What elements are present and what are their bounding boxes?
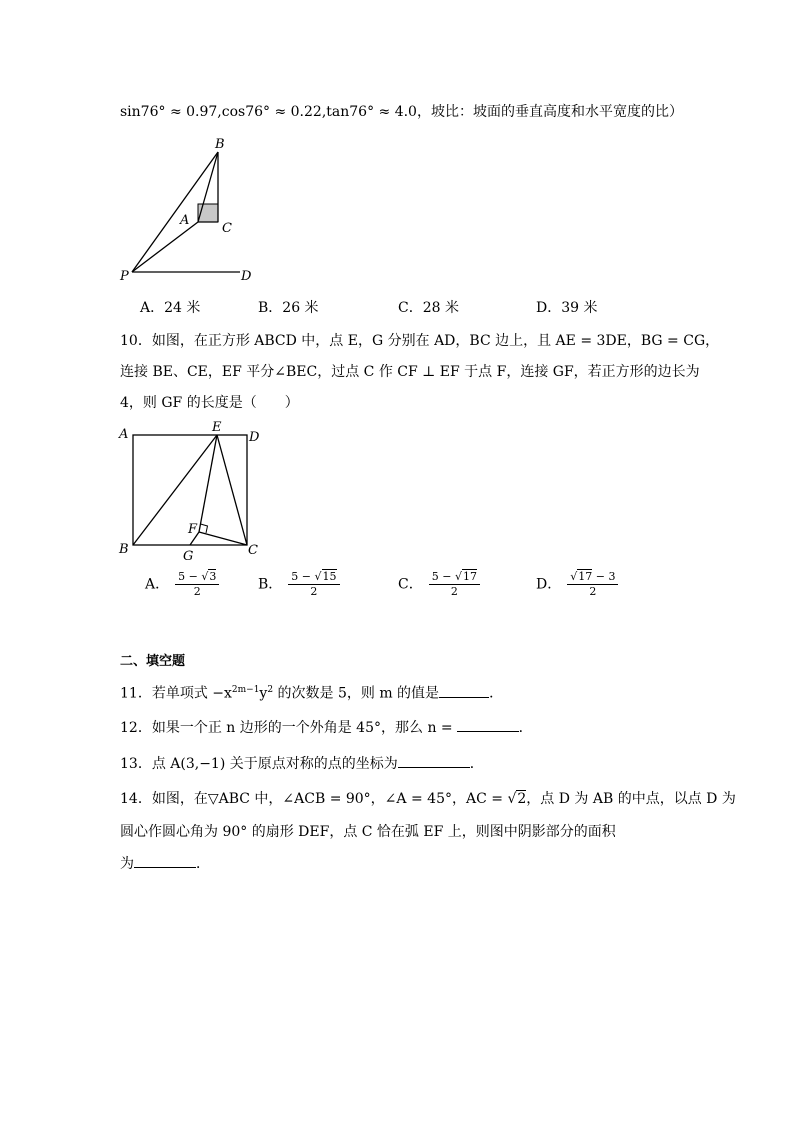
q12-end: ． bbox=[518, 720, 533, 736]
q10-option-a bbox=[145, 570, 219, 599]
q10-segment-EF bbox=[199, 435, 217, 532]
q9-label-B: B bbox=[215, 137, 225, 152]
q10-label-D: D bbox=[249, 430, 260, 445]
q10-option-a-radicand: 3 bbox=[209, 570, 217, 583]
q10-right-angle-mark bbox=[201, 524, 208, 533]
q9-figure bbox=[110, 132, 280, 287]
q13-text: 13．点 A(3,−1) 关于原点对称的点的坐标为 bbox=[120, 756, 398, 772]
q10-option-c-num-a: 5 − bbox=[431, 570, 455, 583]
q10-line-1: 10．如图，在正方形 ABCD 中，点 E，G 分别在 AD，BC 边上，且 AE = 3DE，BG = CG， bbox=[120, 333, 720, 349]
q12-text: 12．如果一个正 n 边形的一个外角是 45°，那么 n = bbox=[120, 720, 453, 736]
q11-exponent-y: 2 bbox=[267, 685, 274, 695]
q10-option-c-label: C． bbox=[398, 576, 423, 593]
q10-option-a-label: A． bbox=[145, 576, 170, 593]
q14-line-1: 14．如图，在▽ABC 中，∠ACB = 90°，∠A = 45°，AC = √2，点 D 为 AB 的中点，以点 D 为 bbox=[120, 791, 736, 807]
section-fill-in-title: 二、填空题 bbox=[120, 654, 186, 669]
q9-option-a: A．24 米 bbox=[140, 300, 201, 316]
q10-label-B: B bbox=[119, 542, 129, 557]
q10-option-c-den: 2 bbox=[450, 585, 458, 598]
q11-end: ． bbox=[489, 685, 504, 702]
q9-segment-PA bbox=[132, 222, 198, 272]
q14-text-a: 14．如图，在▽ABC 中，∠ACB = 90°，∠A = 45°，AC = bbox=[120, 791, 508, 807]
q13-end: ． bbox=[469, 756, 484, 772]
q10-option-d-label: D． bbox=[536, 576, 562, 593]
q9-label-P: P bbox=[120, 269, 129, 284]
q10-option-a-fraction: $\frac{5 - √3}{2}$ bbox=[175, 570, 219, 599]
q14-text-b: ，点 D 为 AB 的中点，以点 D 为 bbox=[526, 791, 736, 807]
q12-line bbox=[120, 717, 533, 738]
q10-label-E: E bbox=[212, 420, 222, 435]
q14-radicand: 2 bbox=[517, 791, 527, 807]
q12-answer-blank[interactable] bbox=[457, 717, 519, 732]
q14-answer-blank[interactable] bbox=[134, 853, 196, 868]
q10-label-F: F bbox=[188, 522, 198, 537]
q9-option-d: D．39 米 bbox=[536, 300, 598, 316]
q10-label-G: G bbox=[183, 549, 194, 564]
q10-label-A: A bbox=[119, 427, 129, 442]
q9-label-C: C bbox=[222, 221, 232, 236]
q10-option-b-fraction: $\frac{5 - √15}{2}$ bbox=[288, 570, 339, 599]
q10-option-d-radicand: 17 bbox=[578, 570, 593, 583]
q10-option-d-num-b: − 3 bbox=[592, 570, 616, 583]
q9-option-b: B．26 米 bbox=[258, 300, 319, 316]
q10-option-b-num-a: 5 − bbox=[291, 570, 315, 583]
q9-tail-text: sin76° ≈ 0.97,cos76° ≈ 0.22,tan76° ≈ 4.0，坡比：坡面的垂直高度和水平宽度的比） bbox=[120, 104, 683, 120]
q10-option-c-radicand: 17 bbox=[462, 570, 477, 583]
q10-segment-CE bbox=[217, 435, 247, 545]
q10-option-a-num-a: 5 − bbox=[178, 570, 202, 583]
q10-option-d-fraction: $\frac{√17 - 3}{2}$ bbox=[567, 570, 618, 599]
q10-option-d-den: 2 bbox=[589, 585, 597, 598]
q11-text-c: 的次数是 5，则 m 的值是 bbox=[273, 685, 440, 702]
q14-line-2: 圆心作圆心角为 90° 的扇形 DEF，点 C 恰在弧 EF 上，则图中阴影部分的面积 bbox=[120, 824, 616, 840]
q10-option-b-den: 2 bbox=[310, 585, 318, 598]
q10-option-b bbox=[258, 570, 340, 599]
q9-option-c: C．28 米 bbox=[398, 300, 459, 316]
q9-label-A: A bbox=[180, 213, 190, 228]
q14-text-c: 为 bbox=[120, 856, 134, 872]
q14-line-3 bbox=[120, 853, 210, 874]
q14-end: ． bbox=[196, 856, 210, 872]
q11-exponent-x: 2m−1 bbox=[231, 685, 260, 695]
q10-segment-BE bbox=[133, 435, 217, 545]
q10-option-c bbox=[398, 570, 480, 599]
q10-segment-CF bbox=[199, 532, 247, 545]
q10-line-2: 连接 BE、CE，EF 平分∠BEC，过点 C 作 CF ⊥ EF 于点 F，连接 GF，若正方形的边长为 bbox=[120, 364, 700, 380]
q10-label-C: C bbox=[248, 543, 258, 558]
q10-option-d bbox=[536, 570, 618, 599]
q13-line bbox=[120, 753, 484, 774]
q11-text-b: y bbox=[259, 685, 268, 702]
q11-line bbox=[120, 680, 503, 704]
q10-line-3: 4，则 GF 的长度是（ ） bbox=[120, 395, 299, 411]
q11-answer-blank[interactable] bbox=[439, 683, 489, 698]
q10-figure bbox=[115, 420, 275, 565]
q13-answer-blank[interactable] bbox=[398, 753, 470, 768]
q10-option-b-radicand: 15 bbox=[322, 570, 337, 583]
q10-option-b-label: B． bbox=[258, 576, 283, 593]
q10-option-a-den: 2 bbox=[193, 585, 201, 598]
q9-label-D: D bbox=[241, 269, 252, 284]
q10-option-c-fraction: $\frac{5 - √17}{2}$ bbox=[429, 570, 480, 599]
q11-text-a: 11．若单项式 −x bbox=[120, 685, 232, 702]
